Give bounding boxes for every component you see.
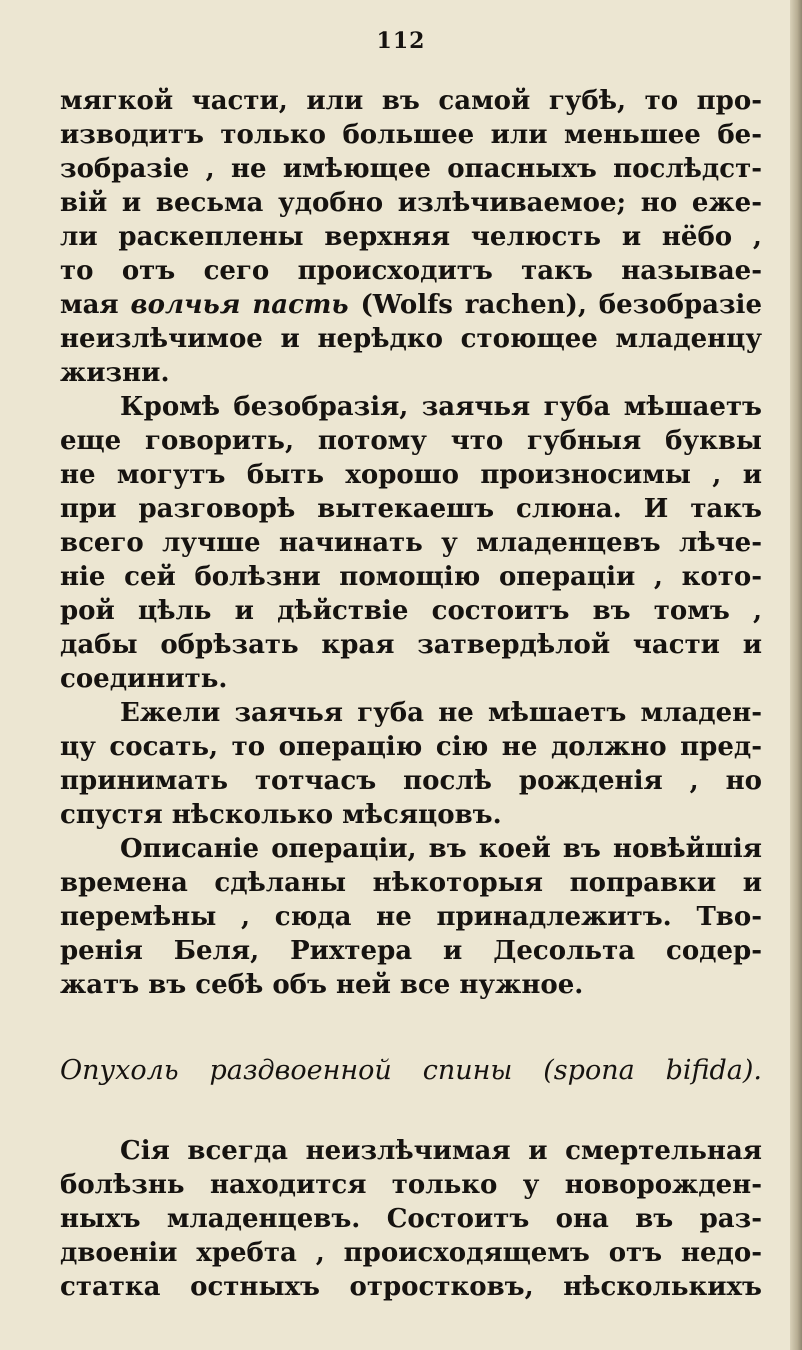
paragraph-2 bbox=[60, 390, 762, 696]
text-line: двоеніи хребта , происходящемъ отъ недо- bbox=[60, 1238, 762, 1268]
text-line: Описаніе операціи, въ коей въ новѣйшія bbox=[120, 834, 762, 864]
page-body-continued bbox=[60, 1108, 762, 1330]
text-line: ніе сей болѣзни помощію операціи , кото- bbox=[60, 562, 762, 592]
text-line: не могутъ быть хорошо произносимы , и bbox=[60, 460, 762, 490]
text-line: ныхъ младенцевъ. Состоитъ она въ раз- bbox=[60, 1204, 762, 1234]
text-line: при разговорѣ вытекаешъ слюна. И такъ bbox=[60, 494, 762, 524]
text-line: дабы обрѣзать края затвердѣлой части и bbox=[60, 630, 762, 660]
text-line: то отъ сего происходитъ такъ называе- bbox=[60, 256, 762, 286]
text-line: Ежели заячья губа не мѣшаетъ младен- bbox=[120, 698, 762, 728]
text-line: ли раскеплены верхняя челюсть и нёбо , bbox=[60, 222, 762, 252]
text-line: зобразіе , не имѣющее опасныхъ послѣдст- bbox=[60, 154, 762, 184]
paragraph-3 bbox=[60, 696, 762, 832]
page-body bbox=[60, 84, 762, 1002]
text-fragment: мая bbox=[60, 290, 119, 320]
text-line: болѣзнь находится только у новорожден- bbox=[60, 1170, 762, 1200]
text-fragment: (Wolfs rachen), безобразіе bbox=[360, 290, 762, 320]
text-line: перемѣны , сюда не принадлежитъ. Тво- bbox=[60, 902, 762, 932]
text-line: рой цѣль и дѣйствіе состоитъ въ томъ , bbox=[60, 596, 762, 626]
italic-term: волчья пасть bbox=[130, 290, 349, 320]
text-line: неизлѣчимое и нерѣдко стоющее младенцу bbox=[60, 324, 762, 354]
text-line: жизни. bbox=[60, 358, 170, 388]
paragraph-4 bbox=[60, 832, 762, 1002]
text-line: статка остныхъ отростковъ, нѣсколькихъ bbox=[60, 1272, 762, 1302]
text-line: цу сосать, то операцію сію не должно пред- bbox=[60, 732, 762, 762]
text-line: принимать тотчасъ послѣ рожденія , но bbox=[60, 766, 762, 796]
text-line: соединить. bbox=[60, 664, 228, 694]
text-line: спустя нѣсколько мѣсяцовъ. bbox=[60, 800, 502, 830]
text-line: Сія всегда неизлѣчимая и смертельная bbox=[120, 1136, 762, 1166]
page-number: 112 bbox=[376, 28, 426, 54]
text-line: еще говорить, потому что губныя буквы bbox=[60, 426, 762, 456]
text-line: мягкой части, или въ самой губѣ, то про- bbox=[60, 86, 762, 116]
paragraph-1 bbox=[60, 84, 762, 390]
text-line: изводитъ только большее или меньшее бе- bbox=[60, 120, 762, 150]
paragraph-5 bbox=[60, 1134, 762, 1304]
text-line: Кромѣ безобразія, заячья губа мѣшаетъ bbox=[120, 392, 762, 422]
text-line: ренія Беля, Рихтера и Десольта содер- bbox=[60, 936, 762, 966]
page-edge-shadow bbox=[790, 0, 802, 1350]
text-line: жатъ въ себѣ объ ней все нужное. bbox=[60, 970, 584, 1000]
text-line: всего лучше начинать у младенцевъ лѣче- bbox=[60, 528, 762, 558]
section-heading: Опухоль раздвоенной спины (spona bifida). bbox=[60, 1055, 762, 1086]
text-line: вій и весьма удобно излѣчиваемое; но еже- bbox=[60, 188, 762, 218]
text-line: времена сдѣланы нѣкоторыя поправки и bbox=[60, 868, 762, 898]
text-line-mixed bbox=[60, 288, 762, 322]
